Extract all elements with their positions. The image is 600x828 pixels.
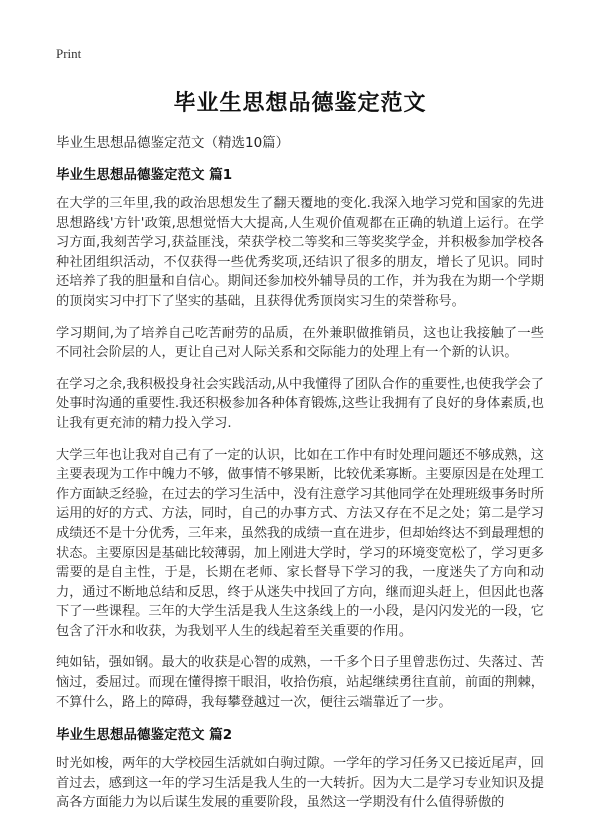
paragraph: 纯如钻，强如钢。最大的收获是心智的成熟，一千多个日子里曾悲伤过、失落过、苦恼过，委屈过。而现在懂得擦干眼泪，收拾伤痕，站起继续勇往直前，前面的荆棘，不算什么，路上的障碍，我每攀登越过一次，便往云端靠近了一步。	[56, 655, 544, 710]
document-subtitle: 毕业生思想品德鉴定范文（精选10篇）	[56, 135, 290, 151]
section-heading: 毕业生思想品德鉴定范文 篇1	[56, 167, 233, 183]
paragraph: 大学三年也让我对自己有了一定的认识，比如在工作中有时处理问题还不够成熟，这主要表现为工作中魄力不够，做事情不够果断，比较优柔寡断。主要原因是在处理工作方面缺乏经验，在过去的学习生活中，没有注意学习其他同学在处理班级事务时所运用的好的方式、方法，同时，自己的办事方式、方法又存在不足之处；第二是学习成绩还不是十分优秀，三年来，虽然我的成绩一直在进步，但却始终达不到最理想的状态。主要原因是基础比较薄弱，加上刚进大学时，学习的环境变宽松了，学习更多需要的是自主性，于是，长期在老师、家长督导下学习的我，一度迷失了方向和动力，通过不断地总结和反思，终于从迷失中找回了方向，继而迎头赶上，但因此也落下了一些课程。三年的大学生活是我人生这条线上的一小段，是闪闪发光的一段，它包含了汗水和收获，为我划平人生的线起着至关重要的作用。	[56, 447, 544, 639]
section-2	[56, 726, 544, 813]
paragraph: 在大学的三年里,我的政治思想发生了翻天覆地的变化.我深入地学习党和国家的先进思想路线'方针'政策,思想觉悟大大提高,人生观价值观都在正确的轨道上运行。在学习方面,我刻苦学习,获益匪浅，荣获学校二等奖和三等奖奖学金，并积极参加学校各种社团组织活动，不仅获得一些优秀奖项,还结识了很多的朋友，增长了见识。同时还培养了我的胆量和自信心。期间还参加校外辅导员的工作，并为我在为期一个学期的顶岗实习中打下了坚实的基础，且获得优秀顶岗实习生的荣誉称号。	[56, 196, 544, 309]
document-title: 毕业生思想品德鉴定范文	[173, 91, 427, 116]
paragraph: 在学习之余,我积极投身社会实践活动,从中我懂得了团队合作的重要性,也使我学会了处事时沟通的重要性.我还积极参加各种体育锻炼,这些让我拥有了良好的身体素质,也让我有更充沛的精力投入学习.	[56, 376, 544, 431]
section-1	[56, 166, 544, 712]
paragraph: 时光如梭，两年的大学校园生活就如白驹过隙。一学年的学习任务又已接近尾声，回首过去，感到这一年的学习生活是我人生的一大转折。因为大二是学习专业知识及提高各方面能力为以后谋生发展的重要阶段，虽然这一学期没有什么值得骄傲的	[56, 756, 544, 811]
paragraph: 学习期间,为了培养自己吃苦耐劳的品质，在外兼职做推销员，这也让我接触了一些不同社会阶层的人，更让自己对人际关系和交际能力的处理上有一个新的认识。	[56, 325, 544, 361]
section-heading: 毕业生思想品德鉴定范文 篇2	[56, 727, 233, 744]
print-link[interactable]: Print	[56, 46, 82, 61]
